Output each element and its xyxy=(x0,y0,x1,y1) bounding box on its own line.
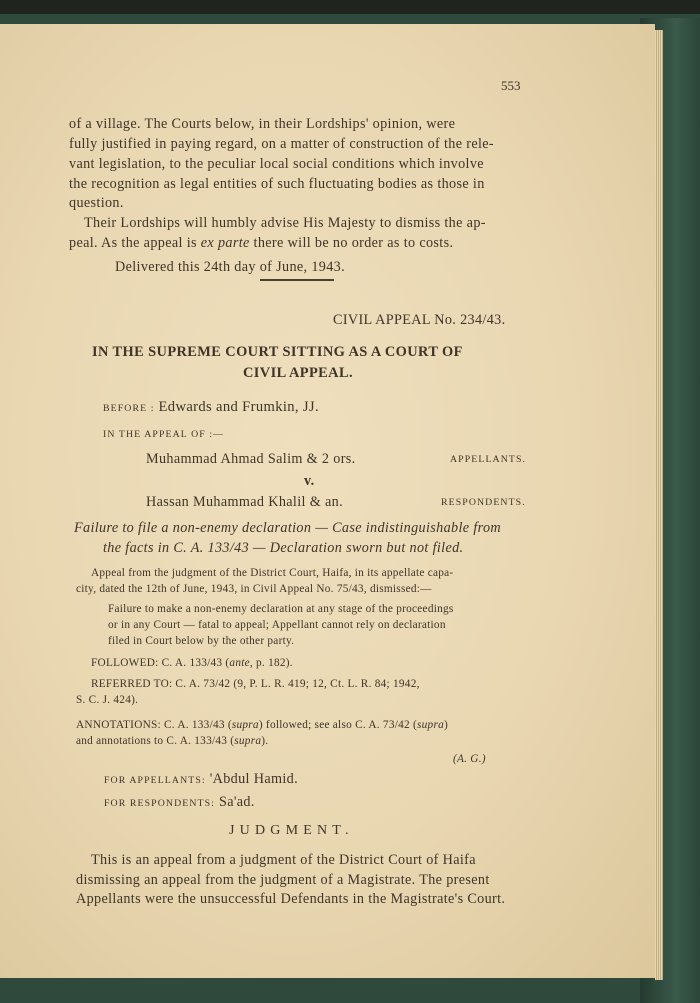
appeal-summary: city, dated the 12th of June, 1943, in Civil Appeal No. 75/43, dismissed:— xyxy=(76,583,432,595)
bench-line xyxy=(103,398,319,416)
followed-line xyxy=(91,657,293,669)
for-appellants-label: FOR APPELLANTS: xyxy=(104,775,206,786)
judgment-line: dismissing an appeal from the judgment of a Magistrate. The present xyxy=(76,872,490,888)
court-heading: IN THE SUPREME COURT SITTING AS A COURT OF xyxy=(92,344,463,360)
paragraph-line: of a village. The Courts below, in their Lordships' opinion, were xyxy=(69,116,456,132)
paragraph-line: fully justified in paying regard, on a matter of construction of the rele- xyxy=(69,136,494,152)
holding: or in any Court — fatal to appeal; Appellant cannot rely on declaration xyxy=(108,619,446,631)
respondent-name: Hassan Muhammad Khalil & an. xyxy=(146,494,343,510)
appellants-counsel: 'Abdul Hamid. xyxy=(209,771,298,787)
italic-run: supra xyxy=(234,735,262,747)
editor-initials: (A. G.) xyxy=(453,753,486,765)
judgment-line: Appellants were the unsuccessful Defendants in the Magistrate's Court. xyxy=(76,891,506,907)
italic-run: ex parte xyxy=(200,235,250,251)
case-number: CIVIL APPEAL No. 234/43. xyxy=(333,312,506,328)
paragraph-line: the recognition as legal entities of such fluctuating bodies as those in xyxy=(69,176,485,192)
appellant-name: Muhammad Ahmad Salim & 2 ors. xyxy=(146,451,356,467)
appellant-role: APPELLANTS. xyxy=(450,454,527,465)
annotations-line xyxy=(76,719,448,731)
paragraph-line: vant legislation, to the peculiar local social conditions which involve xyxy=(69,156,484,172)
italic-run: ante xyxy=(229,657,250,669)
judgment-line: This is an appeal from a judgment of the District Court of Haifa xyxy=(91,852,476,868)
paragraph-line xyxy=(69,235,453,252)
text-run: FOLLOWED: C. A. 133/43 ( xyxy=(91,657,230,669)
versus: v. xyxy=(304,473,315,489)
text-run: ANNOTATIONS: C. A. 133/43 ( xyxy=(76,719,232,731)
appeal-summary: Appeal from the judgment of the District Court, Haifa, in its appellate capa- xyxy=(91,567,454,579)
referred-line: S. C. J. 424). xyxy=(76,694,139,706)
judgment-heading: JUDGMENT. xyxy=(229,823,354,838)
text-run: ) xyxy=(444,719,449,731)
judges-names: Edwards and Frumkin, JJ. xyxy=(158,399,319,415)
text-run: , p. 182). xyxy=(249,657,293,669)
page-number: 553 xyxy=(501,78,521,93)
before-label: BEFORE : xyxy=(103,403,155,414)
text-run: peal. As the appeal is xyxy=(69,235,201,251)
italic-run: supra xyxy=(231,719,259,731)
paragraph-line: Their Lordships will humbly advise His Majesty to dismiss the ap- xyxy=(84,215,486,231)
delivered-line: Delivered this 24th day of June, 1943. xyxy=(115,259,346,275)
text-run: ) followed; see also C. A. 73/42 ( xyxy=(258,719,418,731)
referred-line: REFERRED TO: C. A. 73/42 (9, P. L. R. 419; 12, Ct. L. R. 84; 1942, xyxy=(91,678,420,690)
page-stack-edge xyxy=(655,30,663,980)
appeal-of-label: IN THE APPEAL OF :— xyxy=(103,429,225,440)
text-run: ). xyxy=(261,735,269,747)
counsel-appellants xyxy=(104,770,298,788)
text-run: there will be no order as to costs. xyxy=(249,235,454,251)
court-heading: CIVIL APPEAL. xyxy=(243,365,353,381)
respondents-counsel: Sa'ad. xyxy=(218,794,255,810)
text-run: and annotations to C. A. 133/43 ( xyxy=(76,735,235,747)
italic-run: supra xyxy=(417,719,445,731)
respondent-role: RESPONDENTS. xyxy=(441,497,526,508)
section-divider xyxy=(260,279,334,281)
headnote: Failure to file a non-enemy declaration — Case indistinguishable from xyxy=(74,520,502,536)
for-respondents-label: FOR RESPONDENTS: xyxy=(104,798,215,809)
headnote: the facts in C. A. 133/43 — Declaration sworn but not filed. xyxy=(103,540,464,556)
counsel-respondents xyxy=(104,793,255,811)
holding: filed in Court below by the other party. xyxy=(108,635,295,647)
book-page xyxy=(0,24,655,978)
paragraph-line: question. xyxy=(69,195,124,211)
annotations-line xyxy=(76,735,268,747)
holding: Failure to make a non-enemy declaration at any stage of the proceedings xyxy=(108,603,454,615)
